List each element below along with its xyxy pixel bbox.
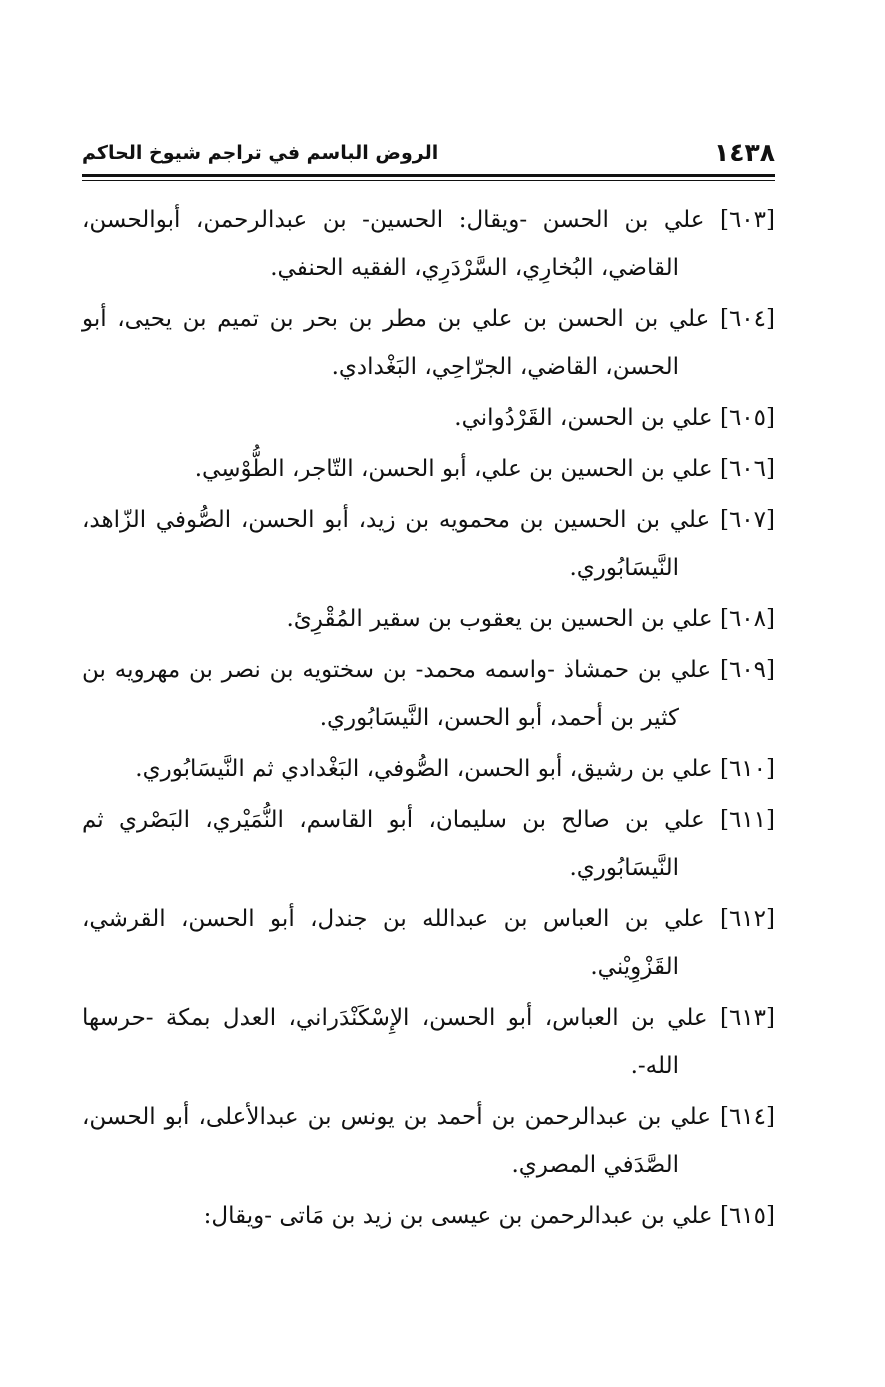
entry-text: علي بن صالح بن سليمان، أبو القاسم، النُّمَيْري، البَصْري ثم النَّيسَابُوري. <box>82 807 705 881</box>
entry-number: [٦١٤] <box>719 1104 775 1130</box>
entry-text: علي بن عبدالرحمن بن عيسى بن زيد بن مَاتى -ويقال: <box>203 1203 713 1229</box>
entry-text: علي بن الحسن، القَرْدُواني. <box>454 405 713 431</box>
entry-number: [٦٠٣] <box>719 207 775 233</box>
entry-612 <box>82 895 775 991</box>
entry-text: علي بن الحسين بن يعقوب بن سقير المُقْرِئ. <box>286 606 713 632</box>
entry-606 <box>82 445 775 493</box>
entry-number: [٦٠٦] <box>719 456 775 482</box>
entry-text: علي بن الحسين بن محمويه بن زيد، أبو الحسن، الصُّوفي الزّاهد، النَّيسَابُوري. <box>82 507 711 581</box>
entry-609 <box>82 646 775 742</box>
entries-list <box>82 196 775 1243</box>
entry-605 <box>82 394 775 442</box>
entry-604 <box>82 295 775 391</box>
entry-text: علي بن الحسن بن علي بن مطر بن بحر بن تميم بن يحيى، أبو الحسن، القاضي، الجرّاحِي، البَغْدادي. <box>82 306 710 380</box>
entry-number: [٦١٣] <box>719 1005 776 1031</box>
entry-610 <box>82 745 775 793</box>
entry-number: [٦١١] <box>719 807 776 833</box>
entry-number: [٦٠٩] <box>719 657 776 683</box>
entry-text: علي بن الحسين بن علي، أبو الحسن، التّاجر، الطُّوْسِي. <box>194 456 713 482</box>
entry-text: علي بن الحسن -ويقال: الحسين- بن عبدالرحمن، أبوالحسن، القاضي، البُخارِي، السَّرْدَرِي، الفقيه الحنفي. <box>82 207 705 281</box>
entry-text: علي بن العباس، أبو الحسن، الإِسْكَنْدَراني، العدل بمكة -حرسها الله-. <box>82 1005 708 1079</box>
entry-number: [٦١٠] <box>719 756 775 782</box>
entry-text: علي بن حمشاذ -واسمه محمد- بن سختويه بن نصر بن مهرويه بن كثير بن أحمد، أبو الحسن، النَّيسَابُوري. <box>82 657 712 731</box>
entry-611 <box>82 796 775 892</box>
entry-614 <box>82 1093 775 1189</box>
entry-608 <box>82 595 775 643</box>
entry-607 <box>82 496 775 592</box>
entry-number: [٦١٥] <box>719 1203 775 1229</box>
page-header <box>82 138 775 174</box>
entry-number: [٦١٢] <box>719 906 775 932</box>
entry-615 <box>82 1192 775 1240</box>
header-rule-thin <box>82 180 775 181</box>
entry-text: علي بن رشيق، أبو الحسن، الصُّوفي، البَغْدادي ثم النَّيسَابُوري. <box>135 756 713 782</box>
entry-603 <box>82 196 775 292</box>
entry-text: علي بن العباس بن عبدالله بن جندل، أبو الحسن، القرشي، القَزْوِيْني. <box>82 906 705 980</box>
entry-number: [٦٠٧] <box>719 507 775 533</box>
entry-613 <box>82 994 775 1090</box>
entry-text: علي بن عبدالرحمن بن أحمد بن يونس بن عبدالأعلى، أبو الحسن، الصَّدَفي المصري. <box>82 1104 711 1178</box>
entry-number: [٦٠٤] <box>719 306 775 332</box>
running-title: الروض الباسم في تراجم شيوخ الحاكم <box>82 142 439 164</box>
header-rule-thick <box>82 174 775 177</box>
page-number: ١٤٣٨ <box>713 138 775 167</box>
entry-number: [٦٠٥] <box>719 405 775 431</box>
entry-number: [٦٠٨] <box>719 606 775 632</box>
